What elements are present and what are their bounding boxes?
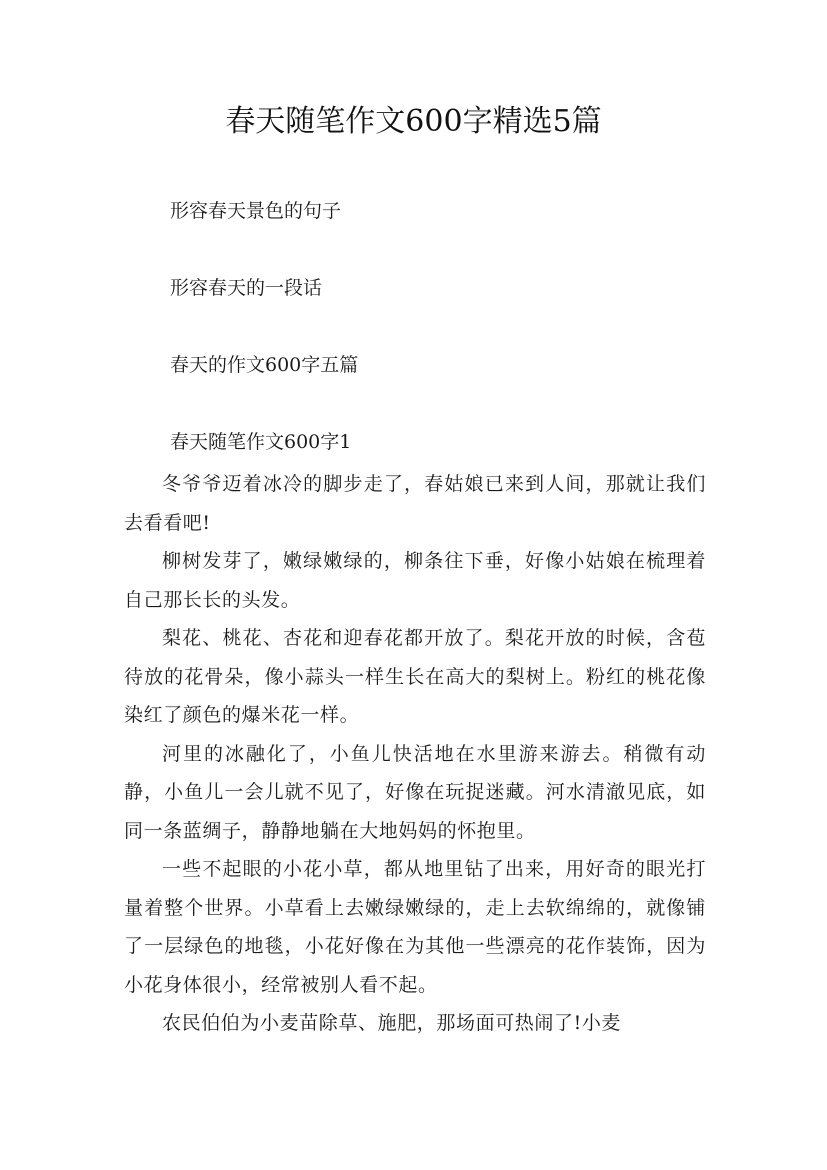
section-heading: 春天随笔作文600字1: [170, 431, 352, 453]
paragraph-3: 梨花、桃花、杏花和迎春花都开放了。梨花开放的时候，含苞待放的花骨朵，像小蒜头一样生长在高大的梨树上。粉红的桃花像染红了颜色的爆米花一样。: [124, 627, 706, 726]
toc-item-2: 形容春天的一段话: [170, 277, 323, 299]
toc-item-3: 春天的作文600字五篇: [170, 354, 359, 376]
paragraph-6: 农民伯伯为小麦苗除草、施肥，那场面可热闹了!小麦: [162, 1012, 622, 1034]
paragraph-4: 河里的冰融化了，小鱼儿快活地在水里游来游去。稍微有动静，小鱼儿一会儿就不见了，好像在玩捉迷藏。河水清澈见底，如同一条蓝绸子，静静地躺在大地妈妈的怀抱里。: [124, 742, 706, 842]
paragraph-5: 一些不起眼的小花小草，都从地里钻了出来，用好奇的眼光打量着整个世界。小草看上去嫩绿嫩绿的，走上去软绵绵的，就像铺了一层绿色的地毯，小花好像在为其他一些漂亮的花作装饰，因为小花身体很小，经常被别人看不起。: [124, 858, 706, 996]
paragraph-1: 冬爷爷迈着冰冷的脚步走了，春姑娘已来到人间，那就让我们去看看吧!: [124, 473, 706, 534]
document-title: 春天随笔作文600字精选5篇: [225, 104, 602, 139]
toc-item-1: 形容春天景色的句子: [170, 200, 342, 222]
body-text: [124, 465, 706, 1043]
paragraph-2: 柳树发芽了，嫩绿嫩绿的，柳条往下垂，好像小姑娘在梳理着自己那长长的头发。: [124, 550, 706, 611]
